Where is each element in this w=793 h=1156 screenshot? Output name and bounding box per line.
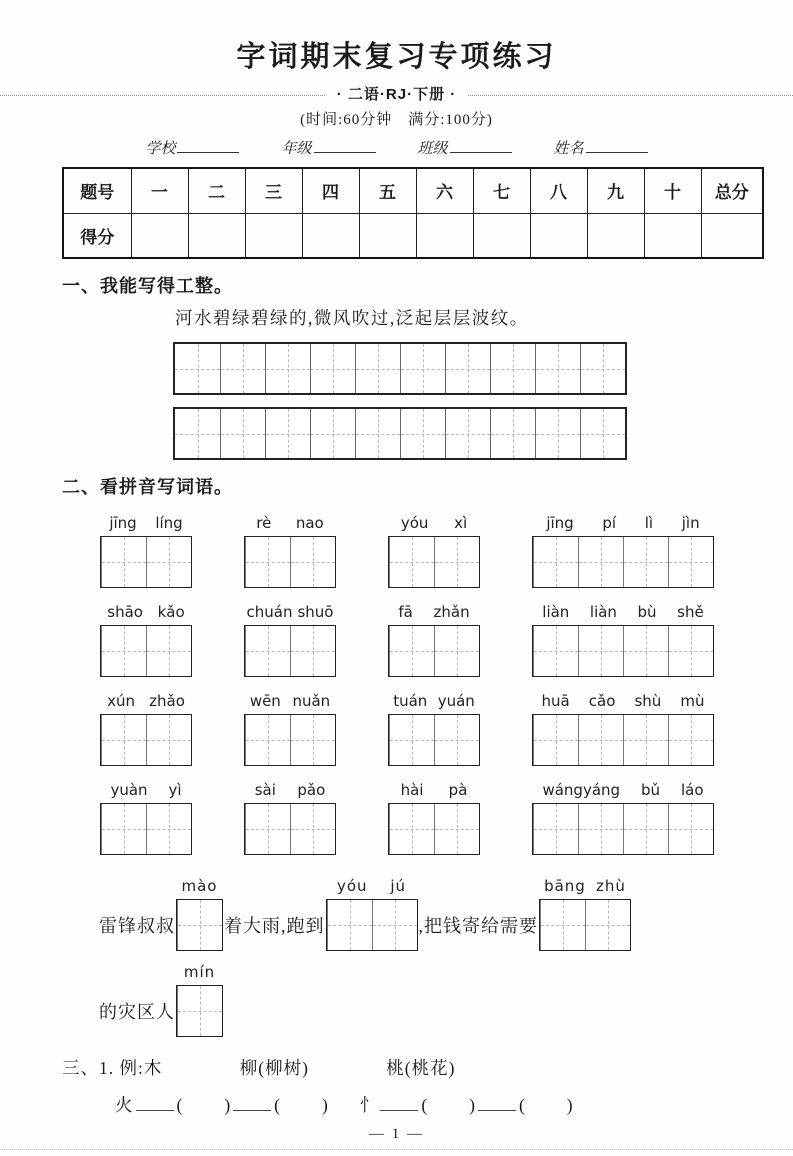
pinyin-syllable: jīng — [109, 514, 137, 532]
writing-cell — [533, 537, 578, 587]
pinyin-word-group — [532, 692, 714, 766]
pinyin-syllable: bù — [637, 603, 657, 621]
score-label: 得分 — [63, 213, 131, 258]
writing-cell — [372, 900, 417, 950]
writing-cell — [177, 900, 222, 950]
score-cell — [131, 213, 188, 258]
score-cell — [587, 213, 644, 258]
writing-cell — [101, 715, 146, 765]
writing-cell — [585, 900, 630, 950]
answer-box — [176, 985, 223, 1037]
name-blank-line — [586, 139, 648, 153]
writing-cell — [175, 344, 220, 393]
pinyin-word-group — [100, 603, 192, 677]
pinyin-word-group — [244, 603, 336, 677]
writing-cell — [578, 715, 623, 765]
pinyin-label — [388, 692, 480, 711]
section-three-number: 三、1. — [62, 1058, 115, 1078]
pinyin-syllable: shù — [634, 692, 662, 710]
pinyin-syllable: xì — [454, 514, 468, 532]
writing-cell — [668, 804, 713, 854]
paren: ( — [274, 1095, 280, 1115]
answer-box — [100, 536, 192, 588]
answer-box — [388, 625, 480, 677]
writing-cell — [245, 626, 290, 676]
answer-box — [388, 803, 480, 855]
example-word-2: 桃(桃花) — [386, 1058, 456, 1078]
writing-cell — [623, 626, 668, 676]
pinyin-syllable: jú — [390, 877, 407, 895]
writing-cell — [434, 537, 479, 587]
writing-cell — [540, 900, 585, 950]
writing-cell — [578, 537, 623, 587]
pinyin-syllable: liàn — [589, 603, 617, 621]
radical-2: 忄 — [359, 1095, 378, 1115]
pinyin-syllable: láo — [680, 781, 704, 799]
pinyin-syllable: shuō — [297, 603, 334, 621]
writing-cell — [668, 537, 713, 587]
score-cell — [302, 213, 359, 258]
writing-cell — [400, 409, 445, 458]
total-header: 总分 — [701, 168, 763, 213]
writing-cell — [310, 409, 355, 458]
pinyin-word-group — [532, 514, 714, 588]
answer-box — [244, 803, 336, 855]
pinyin-word-group — [244, 514, 336, 588]
writing-cell — [668, 715, 713, 765]
name-label: 姓名 — [553, 141, 584, 157]
answer-box — [388, 714, 480, 766]
score-cell — [473, 213, 530, 258]
example-word-1: 柳(柳树) — [239, 1058, 309, 1078]
pinyin-syllable: zhǎn — [433, 603, 470, 621]
pinyin-label — [244, 603, 336, 622]
school-label: 学校 — [145, 141, 176, 157]
copy-sentence: 河水碧绿碧绿的,微风吹过,泛起层层波纹。 — [175, 308, 529, 328]
pinyin-syllable: yóu — [336, 877, 368, 895]
pinyin-label — [244, 781, 336, 800]
worksheet-page — [0, 34, 793, 1156]
pinyin-row-4 — [100, 781, 793, 855]
section-three-heading — [62, 1055, 793, 1080]
score-cell — [701, 213, 763, 258]
column-header: 十 — [644, 168, 701, 213]
answer-box — [539, 899, 631, 951]
score-cell — [644, 213, 701, 258]
pinyin-syllable: cǎo — [588, 692, 616, 710]
pinyin-syllable: mín — [183, 963, 216, 981]
pinyin-label — [100, 692, 192, 711]
writing-cell — [146, 626, 191, 676]
pinyin-label — [388, 781, 480, 800]
pinyin-label — [532, 781, 714, 800]
fill-sentence-line-2 — [99, 963, 793, 1037]
class-field — [418, 137, 512, 158]
pinyin-syllable: zhǎo — [149, 692, 185, 710]
exam-info: (时间:60分钟 满分:100分) — [300, 112, 493, 128]
answer-box — [532, 536, 714, 588]
pinyin-syllable: pà — [448, 781, 468, 799]
score-cell — [359, 213, 416, 258]
school-field — [145, 137, 239, 158]
fill-box-group — [176, 877, 223, 951]
writing-cell — [310, 344, 355, 393]
page-title: 字词期末复习专项练习 — [236, 41, 557, 73]
writing-grid-row-2 — [173, 407, 627, 460]
pinyin-label — [532, 514, 714, 533]
pinyin-syllable: lì — [644, 514, 654, 532]
writing-cell — [434, 804, 479, 854]
pinyin-word-group — [388, 603, 480, 677]
pinyin-syllable: shě — [677, 603, 704, 621]
score-cell — [416, 213, 473, 258]
question-number-row — [63, 168, 763, 213]
writing-cell — [533, 804, 578, 854]
writing-cell — [146, 537, 191, 587]
writing-cell — [400, 344, 445, 393]
radical-1: 火 — [115, 1095, 133, 1115]
pinyin-syllable: zhù — [596, 877, 626, 895]
paren: ( — [421, 1095, 428, 1115]
fill-box-group — [326, 877, 418, 951]
writing-cell — [290, 537, 335, 587]
pinyin-row-3 — [100, 692, 793, 766]
pinyin-word-group — [388, 692, 480, 766]
pinyin-word-group — [532, 781, 714, 855]
writing-cell — [101, 626, 146, 676]
writing-cell — [220, 409, 265, 458]
answer-box — [244, 714, 336, 766]
name-field — [554, 137, 648, 158]
pinyin-syllable: wángyáng — [542, 781, 621, 799]
writing-cell — [578, 804, 623, 854]
pinyin-syllable: fā — [398, 603, 413, 621]
grade-field — [281, 137, 375, 158]
answer-blank-line — [478, 1106, 516, 1111]
writing-cell — [434, 715, 479, 765]
pinyin-syllable: tuán — [393, 692, 428, 710]
answer-box — [100, 714, 192, 766]
pinyin-syllable: yóu — [400, 514, 429, 532]
column-header: 三 — [245, 168, 302, 213]
pinyin-syllable: nuǎn — [292, 692, 331, 710]
section-one-heading: 一、我能写得工整。 — [62, 276, 233, 296]
answer-box — [244, 625, 336, 677]
pinyin-syllable: jìn — [681, 514, 700, 532]
header-dotted-rule — [0, 83, 793, 105]
column-header: 八 — [530, 168, 587, 213]
pinyin-word-group — [100, 692, 192, 766]
pinyin-word-group — [388, 514, 480, 588]
writing-cell — [327, 900, 372, 950]
writing-cell — [533, 715, 578, 765]
pinyin-label — [539, 877, 631, 896]
pinyin-word-group — [100, 514, 192, 588]
score-cell — [188, 213, 245, 258]
writing-cell — [290, 626, 335, 676]
answer-box — [176, 899, 223, 951]
school-blank-line — [177, 139, 239, 153]
pinyin-word-group — [532, 603, 714, 677]
column-header: 二 — [188, 168, 245, 213]
writing-cell — [389, 626, 434, 676]
pinyin-syllable: jīng — [546, 514, 574, 532]
question-number-header: 题号 — [63, 168, 131, 213]
fill-text: ,把钱寄给需要 — [418, 916, 538, 936]
pinyin-syllable: yì — [168, 781, 182, 799]
pinyin-row-1 — [100, 514, 793, 588]
bottom-dotted-rule — [0, 1149, 793, 1150]
pinyin-syllable: hài — [400, 781, 424, 799]
paren: ) — [224, 1095, 231, 1115]
paren: ) — [566, 1095, 573, 1115]
pinyin-syllable: yuán — [437, 692, 475, 710]
pinyin-label — [326, 877, 418, 896]
fill-text: 着大雨,跑到 — [224, 916, 325, 936]
writing-grid-row-1 — [173, 342, 627, 395]
pinyin-label — [100, 514, 192, 533]
pinyin-syllable: mù — [680, 692, 705, 710]
answer-box — [532, 714, 714, 766]
pinyin-syllable: chuán — [246, 603, 293, 621]
pinyin-syllable: huā — [541, 692, 570, 710]
writing-cell — [580, 344, 625, 393]
pinyin-label — [100, 781, 192, 800]
column-header: 七 — [473, 168, 530, 213]
answer-box — [100, 803, 192, 855]
pinyin-label — [532, 603, 714, 622]
writing-cell — [175, 409, 220, 458]
pinyin-label — [532, 692, 714, 711]
pinyin-syllable: pǎo — [297, 781, 326, 799]
column-header: 六 — [416, 168, 473, 213]
paren: ( — [176, 1095, 183, 1115]
example-label: 例:木 — [119, 1058, 163, 1078]
answer-blank-line — [136, 1106, 174, 1111]
writing-cell — [101, 804, 146, 854]
paren: ) — [469, 1095, 475, 1115]
pinyin-syllable: shāo — [107, 603, 143, 621]
answer-box — [244, 536, 336, 588]
pinyin-syllable: yuàn — [110, 781, 148, 799]
section-two-heading: 二、看拼音写词语。 — [62, 477, 233, 497]
writing-cell — [389, 804, 434, 854]
pinyin-label — [176, 877, 223, 896]
fill-box-group — [176, 963, 223, 1037]
writing-cell — [290, 715, 335, 765]
answer-box — [388, 536, 480, 588]
pinyin-syllable: liàn — [542, 603, 570, 621]
column-header: 九 — [587, 168, 644, 213]
fill-text: 的灾区人 — [99, 1002, 175, 1022]
writing-cell — [290, 804, 335, 854]
pinyin-label — [244, 514, 336, 533]
writing-cell — [355, 344, 400, 393]
edition-label: · 二语·RJ·下册 · — [325, 83, 469, 104]
pinyin-word-group — [100, 781, 192, 855]
column-header: 五 — [359, 168, 416, 213]
answer-box — [326, 899, 418, 951]
writing-cell — [535, 409, 580, 458]
writing-cell — [146, 804, 191, 854]
writing-cell — [668, 626, 713, 676]
writing-cell — [623, 804, 668, 854]
writing-cell — [623, 715, 668, 765]
grade-blank-line — [314, 139, 376, 153]
pinyin-row-2 — [100, 603, 793, 677]
writing-cell — [245, 715, 290, 765]
pinyin-label — [244, 692, 336, 711]
class-label: 班级 — [417, 141, 448, 157]
page-number: — 1 — — [369, 1126, 424, 1142]
writing-cell — [146, 715, 191, 765]
fill-sentence-line-1 — [99, 877, 793, 951]
writing-cell — [580, 409, 625, 458]
writing-cell — [265, 344, 310, 393]
pinyin-word-group — [244, 781, 336, 855]
pinyin-syllable: bǔ — [641, 781, 661, 799]
score-cell — [530, 213, 587, 258]
student-info-fields — [0, 137, 793, 158]
class-blank-line — [450, 139, 512, 153]
answer-box — [532, 803, 714, 855]
grade-label: 年级 — [281, 141, 312, 157]
writing-cell — [578, 626, 623, 676]
pinyin-label — [100, 603, 192, 622]
pinyin-syllable: wēn — [249, 692, 281, 710]
answer-box — [100, 625, 192, 677]
pinyin-word-group — [244, 692, 336, 766]
pinyin-syllable: mào — [181, 877, 218, 895]
writing-cell — [389, 537, 434, 587]
pinyin-syllable: pí — [602, 514, 617, 532]
pinyin-label — [388, 603, 480, 622]
writing-cell — [245, 537, 290, 587]
section-three-exercise-line — [115, 1092, 793, 1117]
pinyin-syllable: xún — [107, 692, 135, 710]
pinyin-syllable: kǎo — [157, 603, 185, 621]
writing-cell — [355, 409, 400, 458]
paren: ( — [518, 1095, 525, 1115]
column-header: 四 — [302, 168, 359, 213]
writing-cell — [490, 409, 535, 458]
fill-text: 雷锋叔叔 — [99, 916, 175, 936]
writing-cell — [533, 626, 578, 676]
score-row — [63, 213, 763, 258]
writing-cell — [245, 804, 290, 854]
pinyin-syllable: rè — [256, 514, 272, 532]
writing-cell — [445, 344, 490, 393]
score-table — [62, 167, 764, 259]
answer-blank-line — [233, 1106, 271, 1111]
writing-cell — [490, 344, 535, 393]
pinyin-syllable: nao — [295, 514, 324, 532]
writing-cell — [101, 537, 146, 587]
pinyin-word-section — [100, 514, 793, 855]
writing-cell — [389, 715, 434, 765]
pinyin-label — [176, 963, 223, 982]
pinyin-word-group — [388, 781, 480, 855]
writing-cell — [535, 344, 580, 393]
column-header: 一 — [131, 168, 188, 213]
answer-box — [532, 625, 714, 677]
writing-cell — [445, 409, 490, 458]
writing-cell — [220, 344, 265, 393]
pinyin-syllable: bāng — [544, 877, 586, 895]
writing-cell — [434, 626, 479, 676]
paren: ) — [321, 1095, 328, 1115]
fill-box-group — [539, 877, 631, 951]
answer-blank-line — [380, 1106, 418, 1111]
writing-cell — [177, 986, 222, 1036]
writing-cell — [265, 409, 310, 458]
pinyin-syllable: líng — [155, 514, 183, 532]
writing-cell — [623, 537, 668, 587]
score-cell — [245, 213, 302, 258]
pinyin-label — [388, 514, 480, 533]
pinyin-syllable: sài — [254, 781, 276, 799]
